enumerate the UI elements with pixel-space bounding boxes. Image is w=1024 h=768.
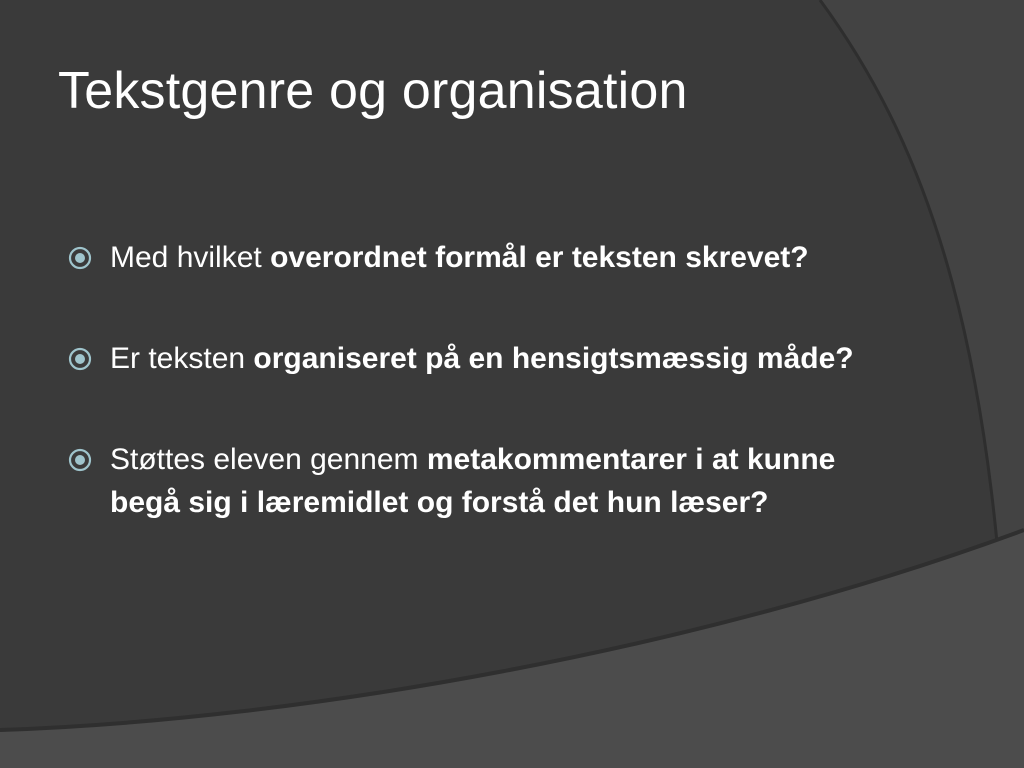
bullet-item-2 <box>68 337 858 380</box>
bullet-2-lead: Er teksten <box>110 342 254 375</box>
bullet-list <box>68 236 858 524</box>
bullet-1-emphasis: overordnet formål er teksten skrevet? <box>270 241 809 274</box>
circled-dot-icon <box>68 246 92 270</box>
bullet-2-emphasis: organiseret på en hensigtsmæssig måde? <box>253 342 854 375</box>
bullet-1-lead: Med hvilket <box>110 241 271 274</box>
bullet-3-emphasis: metakommentarer i at kunne begå sig i læremidlet og forstå det hun læser? <box>110 443 836 519</box>
bullet-3-lead: Støttes eleven gennem <box>110 443 427 476</box>
bullet-item-3 <box>68 438 858 524</box>
bullet-item-1 <box>68 236 858 279</box>
circled-dot-icon <box>68 448 92 472</box>
circled-dot-icon <box>68 347 92 371</box>
slide-title: Tekstgenre og organisation <box>58 62 688 120</box>
